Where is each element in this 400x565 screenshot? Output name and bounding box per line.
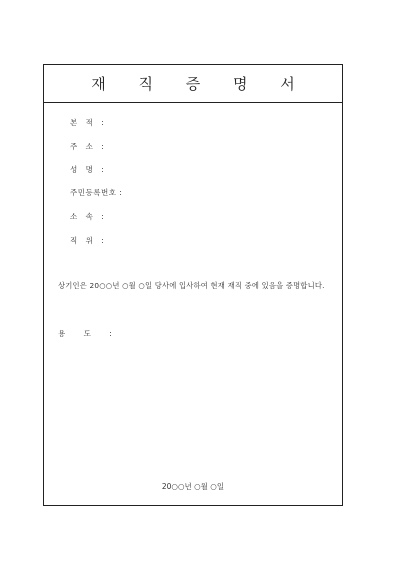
field-purpose: 용 도 : <box>58 329 120 338</box>
title-band <box>44 65 342 103</box>
field-position: 직 위 : <box>70 236 107 245</box>
certificate-frame <box>43 64 343 506</box>
field-department: 소 속 : <box>70 212 107 221</box>
field-name: 성 명 : <box>70 165 107 174</box>
field-address: 주 소 : <box>70 142 107 151</box>
field-resident-number: 주민등록번호 : <box>70 188 123 197</box>
document-title: 재 직 증 명 서 <box>91 75 309 93</box>
field-domicile: 본 적 : <box>70 118 107 127</box>
employment-statement: 상기인은 20○○년 ○월 ○일 당사에 입사하여 현재 재직 중에 있음을 증명합니다. <box>58 281 325 290</box>
issue-date: 20○○년 ○월 ○일 <box>161 482 225 491</box>
